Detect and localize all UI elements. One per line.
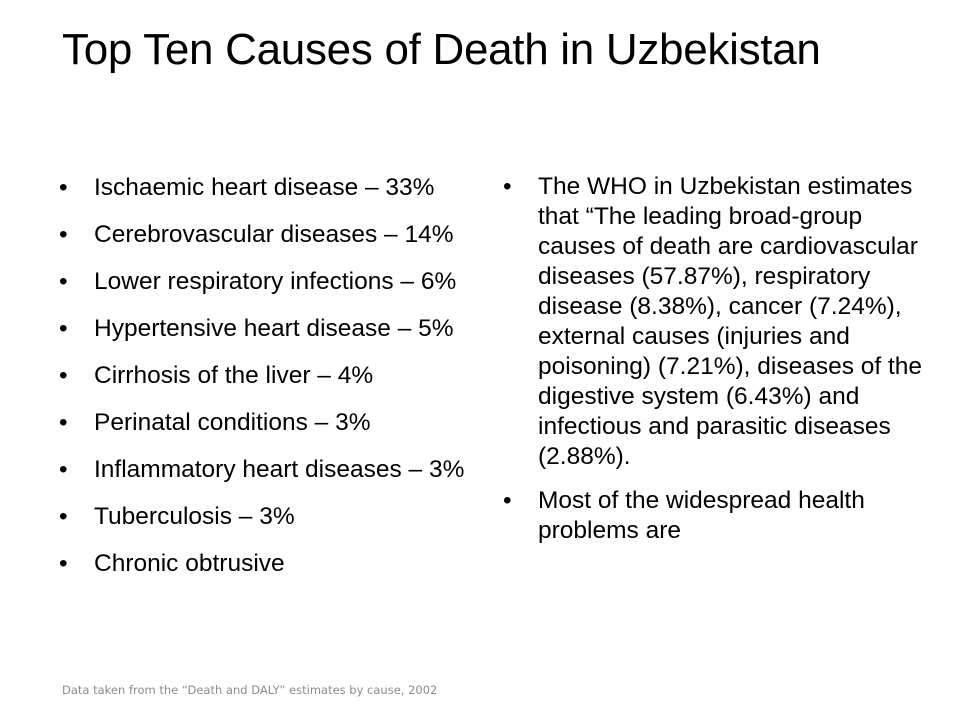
cause-item: • Lower respiratory infections – 6%: [59, 267, 479, 297]
cause-item: • Inflammatory heart diseases – 3%: [59, 455, 479, 485]
who-estimate-item: • Most of the widespread health problems are: [503, 486, 923, 546]
cause-item: • Perinatal conditions – 3%: [59, 408, 479, 438]
who-estimate-item: • The WHO in Uzbekistan estimates that “The leading broad-group causes of death are cardiovascular diseases (57.87%), respiratory disease (8.38%), cancer (7.24%), external causes (injuries and poisoning) (7.21%), diseases of the digestive system (6.43%) and infectious and parasitic diseases (2.88%).: [503, 172, 923, 472]
cause-item: • Ischaemic heart disease – 33%: [59, 173, 479, 203]
cause-item: • Cirrhosis of the liver – 4%: [59, 361, 479, 391]
cause-item: • Cerebrovascular diseases – 14%: [59, 220, 479, 250]
who-estimates-list: [503, 172, 923, 560]
cause-item: • Tuberculosis – 3%: [59, 502, 479, 532]
slide-title: Top Ten Causes of Death in Uzbekistan: [62, 25, 821, 74]
source-footnote: Data taken from the “Death and DALY” estimates by cause, 2002: [62, 683, 438, 697]
causes-list: [59, 173, 479, 596]
cause-item: • Hypertensive heart disease – 5%: [59, 314, 479, 344]
cause-item: • Chronic obtrusive: [59, 549, 479, 579]
